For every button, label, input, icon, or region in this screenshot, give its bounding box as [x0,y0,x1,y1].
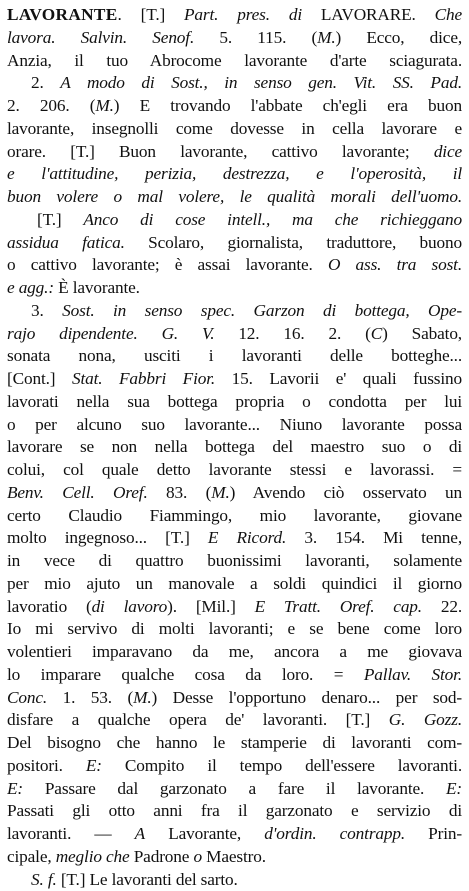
entry-line-23: certo Claudio Fiammingo, mio lavorante, giovane [7,505,462,528]
dictionary-entry [7,4,462,891]
entry-line-30: lo imparare qualche cosa da loro. = Pallav. Stor. [7,664,462,687]
entry-line-29: volentieri imparavano da me, ancora a me giovava [7,641,462,664]
entry-line-3: Anzia, il tuo Abrocome lavorante d'arte sciagurata. [7,50,462,73]
entry-line-11: assidua fatica. Scolaro, giornalista, traduttore, buono [7,232,462,255]
entry-line-32: disfare a qualche opera de' lavoranti. [T.] G. Gozz. [7,709,462,732]
entry-line-5: 2. 206. (M.) E trovando l'abbate ch'egli era buon [7,95,462,118]
entry-line-38: cipale, meglio che Padrone o Maestro. [7,846,462,869]
entry-line-22: Benv. Cell. Oref. 83. (M.) Avendo ciò osservato un [7,482,462,505]
entry-line-15: rajo dipendente. G. V. 12. 16. 2. (C) Sabato, [7,323,462,346]
entry-line-16: sonata nona, usciti i lavoranti delle botteghe... [7,345,462,368]
entry-line-13: e agg.: È lavorante. [7,277,462,300]
entry-line-27: lavoratio (di lavoro). [Mil.] E Tratt. Oref. cap. 22. [7,596,462,619]
entry-line-37: lavoranti. — A Lavorante, d'ordin. contrapp. Prin- [7,823,462,846]
entry-line-7: orare. [T.] Buon lavorante, cattivo lavorante; dice [7,141,462,164]
entry-line-12: o cattivo lavorante; è assai lavorante. O ass. tra sost. [7,254,462,277]
entry-line-2: lavora. Salvin. Senof. 5. 115. (M.) Ecco, dice, [7,27,462,50]
headword: LAVORANTE [7,5,118,24]
entry-line-24: molto ingegnoso... [T.] E Ricord. 3. 154. Mi tenne, [7,527,462,550]
entry-line-34: positori. E: Compito il tempo dell'essere lavoranti. [7,755,462,778]
entry-line-33: Del bisogno che hanno le stamperie di lavoranti com- [7,732,462,755]
entry-line-20: lavorare se non nella bottega del maestro suo o di [7,436,462,459]
entry-line-39: S. f. [T.] Le lavoranti del sarto. [7,869,462,891]
entry-line-4: 2. A modo di Sost., in senso gen. Vit. SS. Pad. [7,72,462,95]
entry-line-21: colui, col quale detto lavorante stessi e lavorassi. = [7,459,462,482]
headword-rest: . [T.] Part. pres. di LAVORARE. Che [118,5,462,24]
entry-line-31: Conc. 1. 53. (M.) Desse l'opportuno denaro... per sod- [7,687,462,710]
entry-line-25: in vece di quattro buonissimi lavoranti, solamente [7,550,462,573]
entry-line-9: buon volere o mal volere, le qualità morali dell'uomo. [7,186,462,209]
entry-line-28: Io mi servivo di molti lavoranti; e se bene come loro [7,618,462,641]
entry-line-35: E: Passare dal garzonato a fare il lavorante. E: [7,778,462,801]
entry-line-19: o per alcuno suo lavorante... Niuno lavorante possa [7,414,462,437]
entry-line-6: lavorante, insegnolli come dovesse in cella lavorare e [7,118,462,141]
entry-line-8: e l'attitudine, perizia, destrezza, e l'operosità, il [7,163,462,186]
entry-line-1 [7,4,462,27]
entry-line-26: per mio ajuto un manovale a soldi quindici il giorno [7,573,462,596]
entry-line-14: 3. Sost. in senso spec. Garzon di bottega, Ope- [7,300,462,323]
entry-line-36: Passati gli otto anni fra il garzonato e servizio di [7,800,462,823]
entry-line-18: lavorati nella sua bottega propria o condotta per lui [7,391,462,414]
entry-line-17: [Cont.] Stat. Fabbri Fior. 15. Lavorii e' quali fussino [7,368,462,391]
entry-line-10: [T.] Anco di cose intell., ma che richieggano [7,209,462,232]
